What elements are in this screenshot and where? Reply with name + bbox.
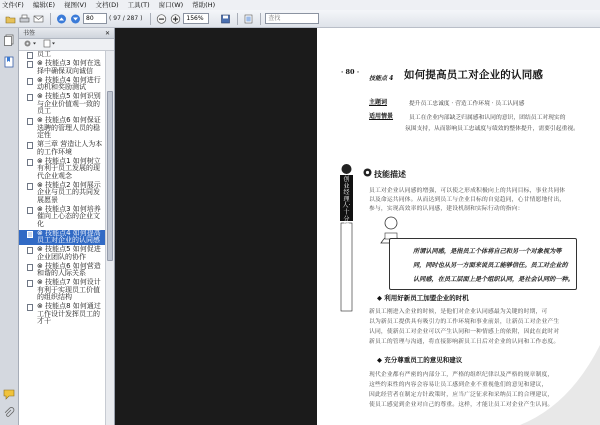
previous-page-icon[interactable] xyxy=(55,13,67,25)
bookmarks-scrollbar[interactable] xyxy=(105,51,114,425)
bookmark-label: 员工 xyxy=(37,51,51,58)
menu-edit[interactable]: 编辑(E) xyxy=(32,1,55,9)
bookmark-label: ⊗ 技能点3 如何在选择中确保双向诚信 xyxy=(37,59,101,75)
body-line: 这些约束性的内容会容易让员工感到企业不重视他们的意见和建议， xyxy=(369,382,548,388)
subheading-2: ◆ 充分尊重员工的意见和建议 xyxy=(377,356,463,364)
bookmarks-title: 书签 xyxy=(23,30,36,37)
bookmark-item[interactable] xyxy=(19,77,106,92)
bookmarks-icon[interactable] xyxy=(3,56,15,68)
corner-watermark xyxy=(510,335,600,425)
bookmark-label: ⊗ 技能点5 如何促进企业团队的协作 xyxy=(37,245,101,261)
page-title: 如何提高员工对企业的认同感 xyxy=(404,69,544,81)
menu-window[interactable]: 窗口(W) xyxy=(158,1,184,9)
definition-line: 所谓认同感，是指员工个体将自己和另一个对象视为等 xyxy=(413,248,562,255)
bookmark-label: ⊗ 技能点8 如何通过工作设计发挥员工的才干 xyxy=(37,302,101,325)
body-line: 新员工刚进入企业的时候，是他们对企业认同感最为关键的时期，可 xyxy=(369,309,548,315)
expand-bookmark-icon[interactable] xyxy=(43,39,57,50)
bookmark-item[interactable] xyxy=(19,206,106,229)
menu-view[interactable]: 视图(V) xyxy=(64,1,87,9)
bookmark-page-icon xyxy=(27,94,33,101)
bookmark-label: 第三章 营造让人为本的工作环境 xyxy=(37,140,103,156)
bookmark-page-icon xyxy=(27,207,33,214)
bookmark-item[interactable] xyxy=(19,51,106,59)
topic-label: 主题词 xyxy=(369,99,388,106)
bookmark-item[interactable] xyxy=(19,279,106,302)
pdf-page xyxy=(317,28,600,425)
menu-document[interactable]: 文档(D) xyxy=(95,1,119,9)
bookmark-page-icon xyxy=(27,78,33,85)
bookmark-page-icon xyxy=(27,61,33,68)
section-icon xyxy=(363,168,372,179)
options-gear-icon[interactable] xyxy=(23,39,37,50)
zoom-select[interactable]: 156% xyxy=(183,13,209,24)
close-icon[interactable]: ✕ xyxy=(104,30,110,37)
print-icon[interactable] xyxy=(18,13,30,25)
subheading-1: ◆ 利用好新员工加盟企业的时机 xyxy=(377,294,469,302)
zoom-in-icon[interactable] xyxy=(169,13,181,25)
attachments-icon[interactable] xyxy=(3,407,15,419)
bookmark-page-icon xyxy=(27,52,33,59)
scenario-text-2: 氛围支持，从而影响员工忠诚度与绩效的整体提升，需要引起重视。 xyxy=(405,126,579,132)
bookmark-item[interactable] xyxy=(19,182,106,205)
bookmark-list xyxy=(19,51,106,425)
body-line: 使员工感觉到企业对自己的尊重。这样，才能让员工对企业产生认同。 xyxy=(369,402,554,408)
comments-icon[interactable] xyxy=(3,388,15,400)
menu-tools[interactable]: 工具(T) xyxy=(127,1,150,9)
bookmark-label: ⊗ 技能点5 如何识别与企业价值观一致的员工 xyxy=(37,92,101,115)
pages-icon[interactable] xyxy=(3,34,15,46)
bookmarks-toolbar xyxy=(19,39,114,51)
body-line: 参与，实现高效率的认同感，建设机制和实际行动的指向： xyxy=(369,206,524,212)
toolbar xyxy=(0,10,600,28)
body-line: 现代企业都有严密的内部分工，严格的组织纪律以及严格的规章制度， xyxy=(369,372,554,378)
page-number: · 80 · xyxy=(341,68,360,76)
body-line: 新员工的管理与沟通，将直接影响新员工日后对企业的认同和工作态度。 xyxy=(369,339,560,345)
bookmark-page-icon xyxy=(27,247,33,254)
menu-help[interactable]: 帮助(H) xyxy=(192,1,216,9)
save-icon[interactable] xyxy=(219,13,231,25)
bookmark-label: ⊗ 技能点6 如何营造和谐的人际关系 xyxy=(37,261,101,277)
section-title: 技能描述 xyxy=(374,170,406,179)
bookmark-item[interactable] xyxy=(19,246,106,261)
body-line: 因此经营者在制定方针政策时，应当广泛征求和采纳员工的合理建议， xyxy=(369,392,554,398)
page-count: ( 97 / 287 ) xyxy=(109,15,143,22)
bookmark-page-icon xyxy=(27,142,33,149)
scenario-label: 适用情景 xyxy=(369,113,394,120)
bookmark-label: ⊗ 技能点4 如何进行动机和奖励测试 xyxy=(37,75,101,91)
toolbar-separator xyxy=(150,13,151,25)
zoom-out-icon[interactable] xyxy=(155,13,167,25)
skill-tag: 技能点 4 xyxy=(369,75,394,82)
toolbar-separator xyxy=(260,13,261,25)
bookmark-item[interactable] xyxy=(19,158,106,181)
open-icon[interactable] xyxy=(4,13,16,25)
bookmark-page-icon xyxy=(27,304,33,311)
bookmark-page-icon xyxy=(27,159,33,166)
toolbar-separator xyxy=(50,13,51,25)
body-line: 以为新员工提供具有吸引力的工作环境和事业前景，让新员工对企业产生 xyxy=(369,319,560,325)
bookmark-label: ⊗ 技能点7 如何设计有利于实现员工价值的组织结构 xyxy=(37,278,101,301)
bookmark-page-icon xyxy=(27,118,33,125)
ribbon-text: 创业经理人·十分钟学会 xyxy=(342,176,351,243)
bookmark-label: ⊗ 技能点3 如何培养催向上心态的企业文化 xyxy=(37,204,101,228)
body-line: 以及命运共同体。从而达到员工与企业目标的自觉趋同，心甘情愿地付出， xyxy=(369,197,566,203)
navigation-pane-strip xyxy=(0,28,19,425)
bookmark-item[interactable] xyxy=(19,230,106,245)
bookmark-item[interactable] xyxy=(19,303,106,326)
toolbar-separator xyxy=(237,13,238,25)
bookmark-item[interactable] xyxy=(19,60,106,75)
topic-text: 提升员工忠诚度 · 营造工作环境 · 员工认同感 xyxy=(409,101,525,107)
email-icon[interactable] xyxy=(32,13,44,25)
definition-line: 认同感，在员工层面上是个组织认同，是社会认同的一种。 xyxy=(413,276,574,283)
bookmark-label: ⊗ 技能点2 如何展示企业与员工的共同发展愿景 xyxy=(37,180,101,204)
bookmark-item[interactable] xyxy=(19,141,106,156)
search-input[interactable]: 查找 xyxy=(265,13,319,24)
bookmark-item[interactable] xyxy=(19,93,106,116)
bookmark-page-icon xyxy=(27,280,33,287)
bookmark-item[interactable] xyxy=(19,263,106,278)
menu-bar xyxy=(0,0,600,10)
bookmark-page-icon xyxy=(27,183,33,190)
bookmark-page-icon xyxy=(27,264,33,271)
bookmarks-panel xyxy=(19,28,115,425)
next-page-icon[interactable] xyxy=(69,13,81,25)
body-line: 认同，使新员工对企业可以产生认同和一种情感上的依附，因此在此时对 xyxy=(369,329,560,335)
bookmark-page-icon xyxy=(27,231,33,238)
document-viewport[interactable] xyxy=(115,28,600,425)
bookmark-label: ⊗ 技能点1 如何树立有利于员工发展的现代企业观念 xyxy=(37,156,101,180)
dark-page-region xyxy=(115,28,317,425)
scrollbar-thumb[interactable] xyxy=(107,91,113,261)
bookmark-label: ⊗ 技能点4 如何提高员工对企业的认同感 xyxy=(37,228,101,244)
bookmark-label: ⊗ 技能点6 如何保证选聘的管理人员的稳定性 xyxy=(37,116,101,139)
menu-file[interactable]: 文件(F) xyxy=(2,1,24,9)
bookmarks-header xyxy=(19,28,114,39)
bookmark-item[interactable] xyxy=(19,117,106,140)
definition-line: 同，同时也从另一方面来说员工能够信任。员工对企业的 xyxy=(413,262,568,269)
body-line: 员工对企业认同感的增强，可以使之形成积极向上的共同目标，事业共同体 xyxy=(369,188,566,194)
scenario-text-1: 员工在企业内部缺乏归属感和认同的意识，团结员工对现实的 xyxy=(409,115,566,121)
page-number-input[interactable]: 80 xyxy=(83,13,107,24)
fit-page-icon[interactable] xyxy=(242,13,254,25)
